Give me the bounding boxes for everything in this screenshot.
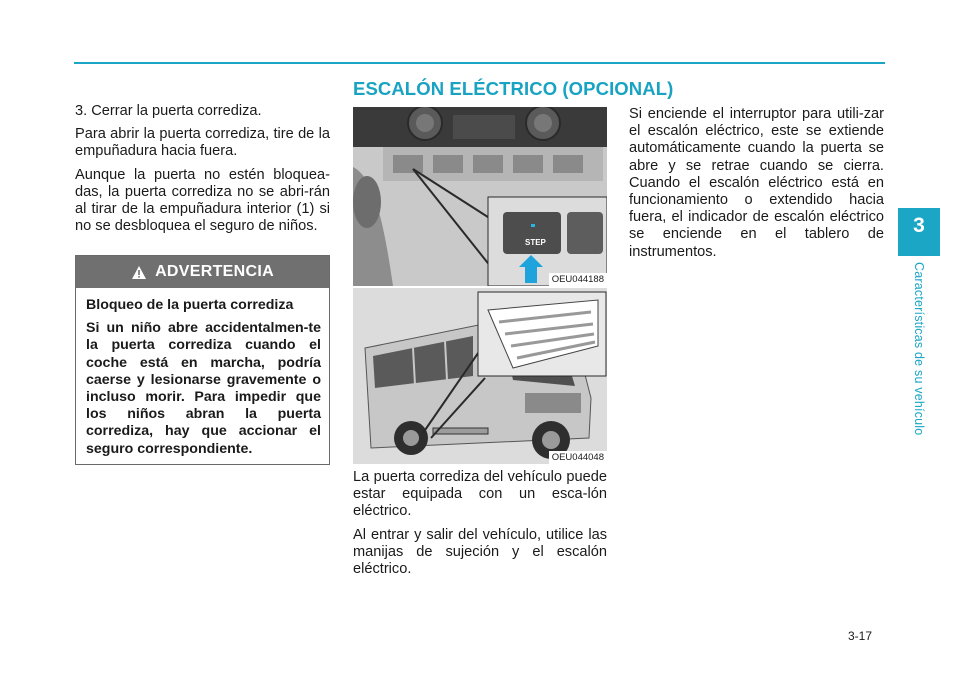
chapter-number: 3 bbox=[913, 214, 925, 237]
page-number: 3-17 bbox=[848, 629, 873, 643]
step-button-label: STEP bbox=[525, 238, 546, 247]
paragraph: Al entrar y salir del vehículo, utilice las manijas de sujeción y el escalón eléctrico. bbox=[353, 526, 607, 578]
warning-subtitle: Bloqueo de la puerta corrediza bbox=[86, 297, 294, 313]
middle-column bbox=[353, 469, 607, 584]
figure-van-step bbox=[353, 288, 607, 464]
warning-text: Si un niño abre accidentalmen-te la puerta corrediza cuando el coche está en marcha, podría caerse y lesionarse gravemente o incluso morir. Para impedir que los niños abran la puerta corrediza, hay que accionar el seguro correspondiente. bbox=[86, 320, 321, 457]
van-illustration bbox=[353, 288, 607, 464]
chapter-title: Características de su vehículo bbox=[912, 262, 926, 436]
dashboard-illustration bbox=[353, 107, 607, 286]
warning-triangle-icon bbox=[131, 265, 147, 280]
left-column bbox=[75, 103, 330, 241]
warning-heading: ADVERTENCIA bbox=[155, 263, 274, 280]
right-column bbox=[629, 106, 884, 267]
paragraph: 3. Cerrar la puerta corrediza. bbox=[75, 103, 262, 119]
chapter-label bbox=[905, 262, 933, 462]
warning-box bbox=[75, 255, 330, 465]
section-title: ESCALÓN ELÉCTRICO (OPCIONAL) bbox=[353, 78, 674, 99]
figure-code: OEU044048 bbox=[549, 451, 607, 464]
figure-dashboard-step-switch bbox=[353, 107, 607, 286]
paragraph: Para abrir la puerta corrediza, tire de la empuñadura hacia fuera. bbox=[75, 126, 330, 160]
paragraph: Aunque la puerta no estén bloquea-das, la puerta corrediza no se abri-rán al tirar de la empuñadura interior (1) si no se desbloquea el seguro de niños. bbox=[75, 166, 330, 235]
warning-header bbox=[76, 256, 329, 288]
header-rule bbox=[74, 62, 885, 64]
paragraph: Si enciende el interruptor para utili-zar el escalón eléctrico, este se extiende automáticamente cuando la puerta se abre y se retrae cuando se cierra. Cuando el escalón eléctrico está en funcionamiento o extendido hacia fuera, el indicador de escalón eléctrico se enciende en el tablero de instrumentos. bbox=[629, 106, 884, 260]
paragraph: La puerta corrediza del vehículo puede estar equipada con un esca-lón eléctrico. bbox=[353, 469, 607, 520]
figure-code: OEU044188 bbox=[549, 273, 607, 286]
warning-body bbox=[76, 288, 329, 458]
